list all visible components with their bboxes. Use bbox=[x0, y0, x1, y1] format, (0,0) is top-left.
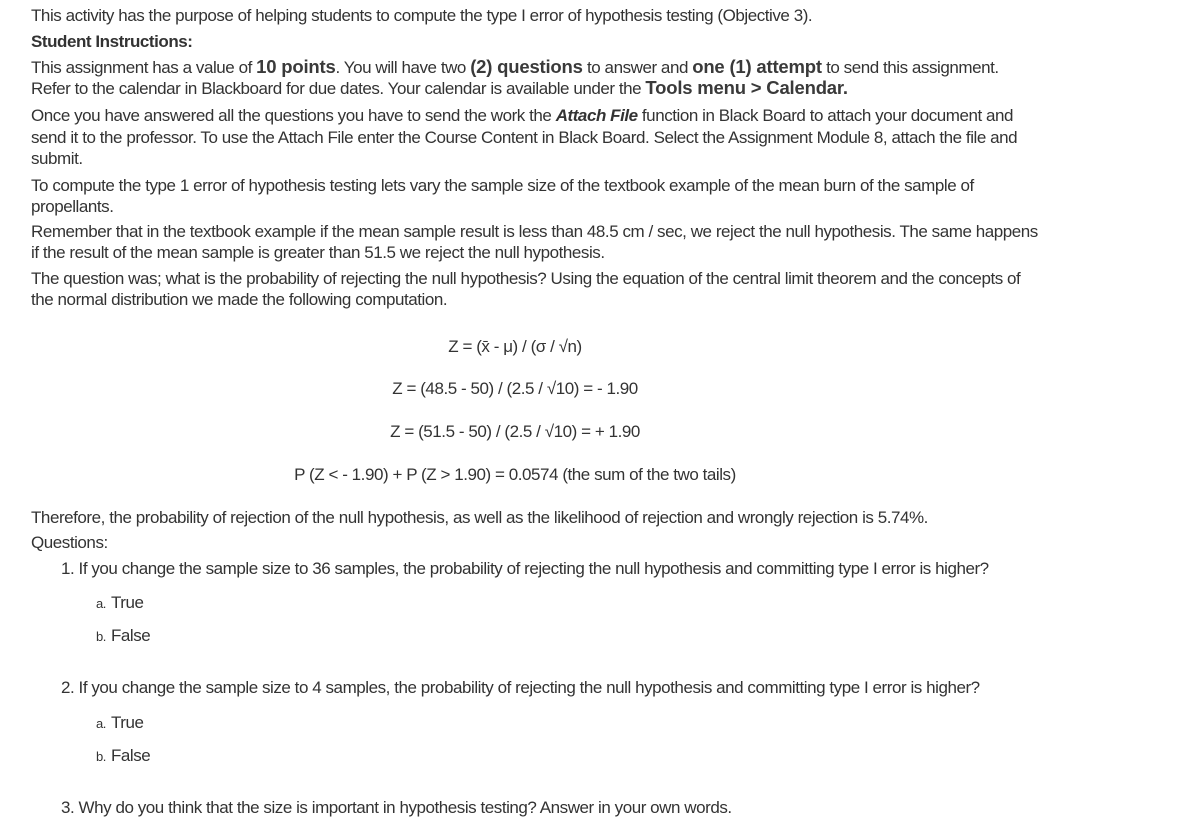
question-was-line-1: The question was; what is the probability of rejecting the null hypothesis? Using the equation of the central limit theorem and the concepts of bbox=[31, 269, 1021, 288]
points-value: 10 points bbox=[256, 56, 336, 77]
points-line bbox=[31, 56, 999, 78]
question-3: 3. Why do you think that the size is important in hypothesis testing? Answer in your own words. bbox=[61, 798, 732, 817]
points-text: This assignment has a value of bbox=[31, 58, 257, 77]
remember-line-1: Remember that in the textbook example if the mean sample result is less than 48.5 cm / sec, we reject the null hypothesis. The same happens bbox=[31, 222, 1038, 241]
option-label: a. bbox=[96, 716, 106, 731]
question-2: 2. If you change the sample size to 4 samples, the probability of rejecting the null hypothesis and committing type I error is higher? bbox=[61, 678, 980, 697]
compute-line-2: propellants. bbox=[31, 197, 114, 216]
attach-file-label: Attach File bbox=[555, 106, 638, 125]
instructions-heading: Student Instructions: bbox=[31, 32, 193, 51]
option-text: True bbox=[110, 593, 144, 612]
questions-count: (2) questions bbox=[470, 56, 583, 77]
option-label: b. bbox=[96, 749, 106, 764]
option-text: True bbox=[110, 713, 144, 732]
equation-probability: P (Z < - 1.90) + P (Z > 1.90) = 0.0574 (the sum of the two tails) bbox=[294, 465, 736, 484]
attach-text-cont: function in Black Board to attach your document and bbox=[637, 106, 1014, 125]
attempt-count: one (1) attempt bbox=[692, 56, 822, 77]
question-was-line-2: the normal distribution we made the following computation. bbox=[31, 290, 448, 309]
attach-line-1 bbox=[31, 105, 1013, 126]
equation-z-lower: Z = (48.5 - 50) / (2.5 / √10) = - 1.90 bbox=[392, 379, 638, 398]
question-1: 1. If you change the sample size to 36 samples, the probability of rejecting the null hypothesis and committing type I error is higher? bbox=[61, 559, 989, 578]
remember-line-2: if the result of the mean sample is greater than 51.5 we reject the null hypothesis. bbox=[31, 243, 605, 262]
question-1-option-a[interactable] bbox=[96, 592, 143, 614]
attempt-text: to answer and bbox=[582, 58, 693, 77]
equation-z-formula: Z = (x̄ - μ) / (σ / √n) bbox=[448, 337, 582, 356]
questions-text: . You will have two bbox=[335, 58, 471, 77]
calendar-text: Refer to the calendar in Blackboard for due dates. Your calendar is available under the bbox=[31, 79, 646, 98]
calendar-menu-path: Tools menu > Calendar. bbox=[645, 77, 848, 98]
attach-text: Once you have answered all the questions you have to send the work the bbox=[31, 106, 556, 125]
option-text: False bbox=[110, 626, 151, 645]
option-label: a. bbox=[96, 596, 106, 611]
calendar-line bbox=[31, 77, 848, 99]
question-2-option-b[interactable] bbox=[96, 745, 150, 767]
intro-text: This activity has the purpose of helping students to compute the type I error of hypothesis testing (Objective 3). bbox=[31, 6, 813, 25]
send-text: to send this assignment. bbox=[821, 58, 999, 77]
question-1-option-b[interactable] bbox=[96, 625, 150, 647]
question-2-option-a[interactable] bbox=[96, 712, 143, 734]
option-label: b. bbox=[96, 629, 106, 644]
equation-z-upper: Z = (51.5 - 50) / (2.5 / √10) = + 1.90 bbox=[390, 422, 640, 441]
attach-line-2: send it to the professor. To use the Attach File enter the Course Content in Black Board. Select the Assignment Module 8, attach the file and bbox=[31, 128, 1018, 147]
compute-line-1: To compute the type 1 error of hypothesis testing lets vary the sample size of the textbook example of the mean burn of the sample of bbox=[31, 176, 974, 195]
questions-heading: Questions: bbox=[31, 533, 108, 552]
option-text: False bbox=[110, 746, 151, 765]
attach-line-3: submit. bbox=[31, 149, 83, 168]
conclusion-text: Therefore, the probability of rejection of the null hypothesis, as well as the likelihood of rejection and wrongly rejection is 5.74%. bbox=[31, 508, 928, 527]
